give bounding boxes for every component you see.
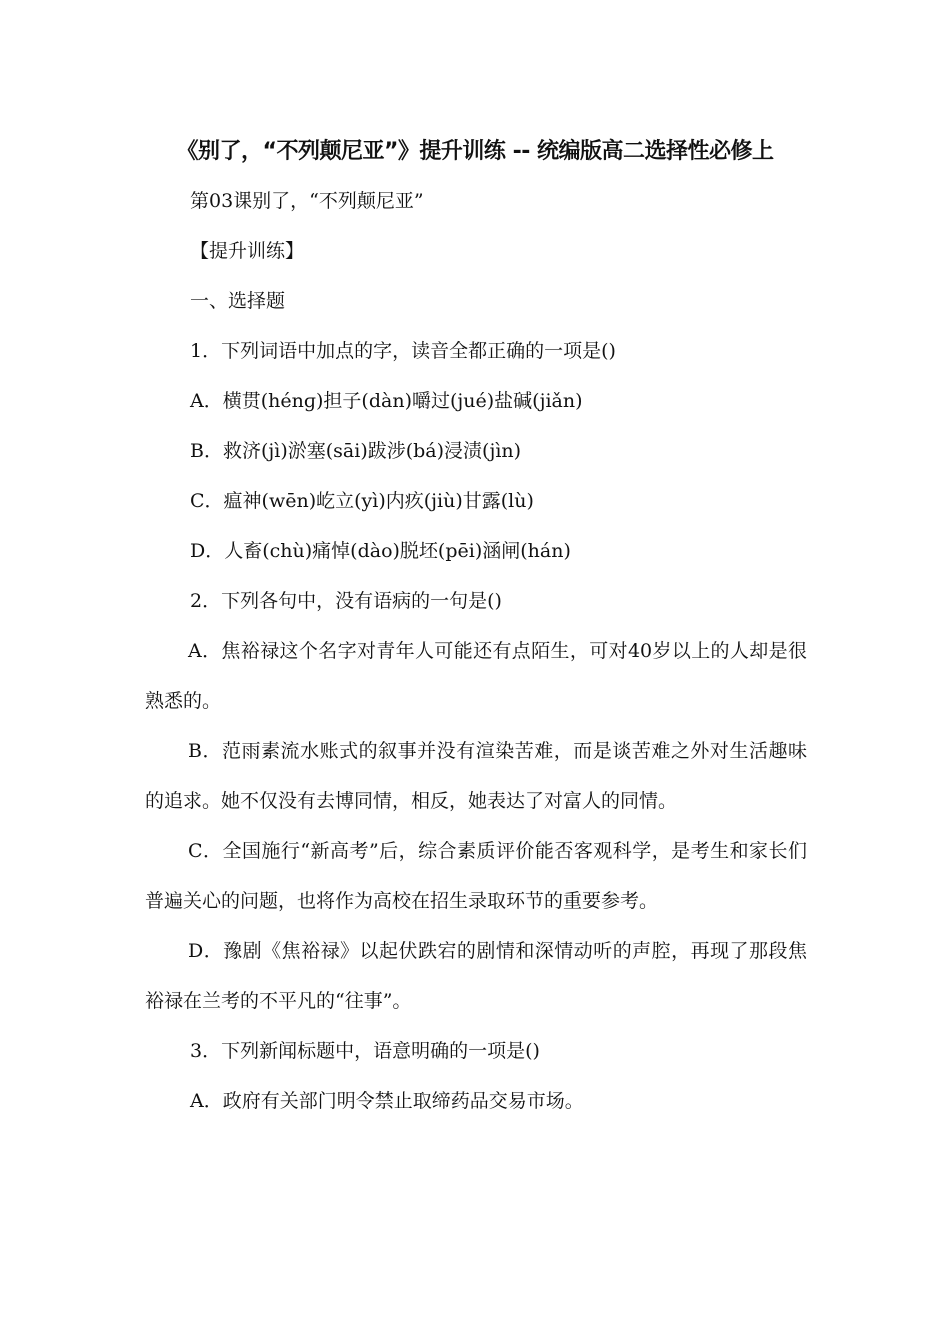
question-3-stem: 3．下列新闻标题中，语意明确的一项是() [190,1040,540,1062]
question-3-option-a: A．政府有关部门明令禁止取缔药品交易市场。 [190,1090,584,1112]
question-1-stem: 1．下列词语中加点的字，读音全都正确的一项是() [190,340,616,362]
question-1-option-b: B．救济(jì)淤塞(sāi)跋涉(bá)浸渍(jìn) [190,440,522,462]
question-2-option-d: D．豫剧《焦裕禄》以起伏跌宕的剧情和深情动听的声腔，再现了那段焦裕禄在兰考的不平凡的“往事”。 [145,940,807,1012]
section-tag: 【提升训练】 [190,240,305,262]
question-1-option-d: D．人畜(chù)痛悼(dào)脱坯(pēi)涵闸(hán) [190,540,571,562]
part-heading: 一、选择题 [190,290,286,312]
question-2-option-a: A．焦裕禄这个名字对青年人可能还有点陌生，可对40岁以上的人却是很熟悉的。 [145,640,807,712]
document-body [145,176,807,1126]
lesson-title: 第03课别了，“不列颠尼亚” [190,190,424,212]
question-2-option-c: C．全国施行“新高考”后，综合素质评价能否客观科学，是考生和家长们普遍关心的问题，也将作为高校在招生录取环节的重要参考。 [145,840,807,912]
question-2-stem: 2．下列各句中，没有语病的一句是() [190,590,502,612]
question-1-option-c: C．瘟神(wēn)屹立(yì)内疚(jiù)甘露(lù) [190,490,534,512]
document-title: 《别了，“不列颠尼亚”》提升训练 -- 统编版高二选择性必修上 [176,139,774,164]
question-2-option-b: B．范雨素流水账式的叙事并没有渲染苦难，而是谈苦难之外对生活趣味的追求。她不仅没有去博同情，相反，她表达了对富人的同情。 [145,740,807,812]
question-1-option-a: A．横贯(hénɡ)担子(dàn)嚼过(jué)盐碱(jiǎn) [190,390,583,412]
